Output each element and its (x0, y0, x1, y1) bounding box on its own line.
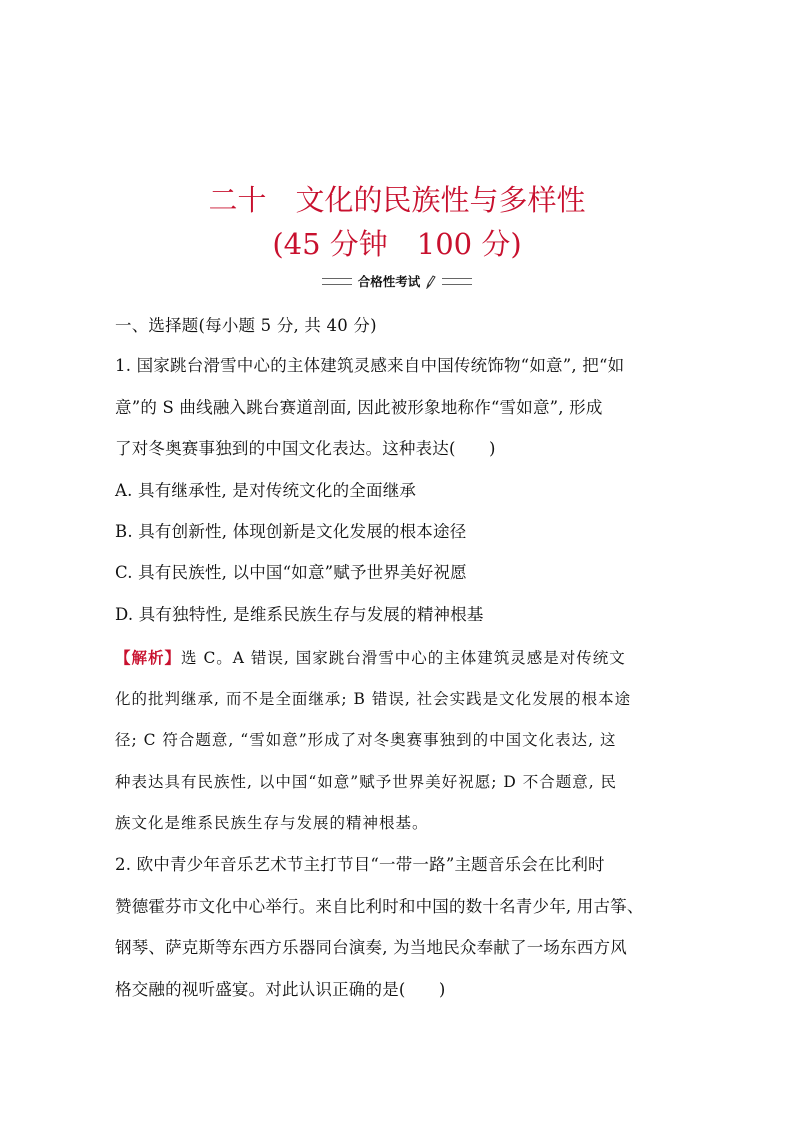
q1-explanation-line: 族文化是维系民族生存与发展的精神根基。 (115, 814, 429, 832)
q1-option-a: A. 具有继承性, 是对传统文化的全面继承 (115, 481, 417, 500)
explanation-text: 选 C。A 错误, 国家跳台滑雪中心的主体建筑灵感是对传统文 (181, 649, 626, 667)
page-subtitle-time-score: (45 分钟 100 分) (272, 227, 522, 261)
q2-text-line: 赞德霍芬市文化中心举行。来自比利时和中国的数十名青少年, 用古筝、 (115, 897, 644, 916)
q1-text-line: 意”的 S 曲线融入跳台赛道剖面, 因此被形象地称作“雪如意”, 形成 (115, 398, 603, 417)
section-divider (0, 272, 794, 290)
q1-text-line: 1. 国家跳台滑雪中心的主体建筑灵感来自中国传统饰物“如意”, 把“如 (115, 356, 625, 375)
q2-text-line: 格交融的视听盛宴。对此认识正确的是( ) (115, 980, 446, 999)
divider-line-right (442, 278, 472, 285)
q1-explanation-line (115, 648, 683, 668)
explanation-tag: 【解析】 (115, 648, 182, 667)
q1-explanation-line: 种表达具有民族性, 以中国“如意”赋予世界美好祝愿; D 不合题意, 民 (115, 773, 618, 791)
q1-option-d: D. 具有独特性, 是维系民族生存与发展的精神根基 (115, 605, 484, 624)
pencil-icon (424, 274, 436, 288)
q1-explanation-line: 化的批判继承, 而不是全面继承; B 错误, 社会实践是文化发展的根本途 (115, 690, 632, 708)
q2-text-line: 2. 欧中青少年音乐艺术节主打节目“一带一路”主题音乐会在比利时 (115, 855, 605, 874)
q2-text-line: 钢琴、萨克斯等东西方乐器同台演奏, 为当地民众奉献了一场东西方风 (115, 938, 627, 957)
q1-option-b: B. 具有创新性, 体现创新是文化发展的根本途径 (115, 522, 467, 541)
q1-text-line: 了对冬奥赛事独到的中国文化表达。这种表达( ) (115, 439, 496, 458)
section-heading: 一、选择题(每小题 5 分, 共 40 分) (115, 316, 377, 335)
q1-option-c: C. 具有民族性, 以中国“如意”赋予世界美好祝愿 (115, 563, 467, 582)
divider-line-left (322, 278, 352, 285)
page-title: 二十 文化的民族性与多样性 (208, 183, 586, 217)
divider-label: 合格性考试 (357, 274, 421, 289)
q1-explanation-line: 径; C 符合题意, “雪如意”形成了对冬奥赛事独到的中国文化表达, 这 (115, 731, 617, 749)
